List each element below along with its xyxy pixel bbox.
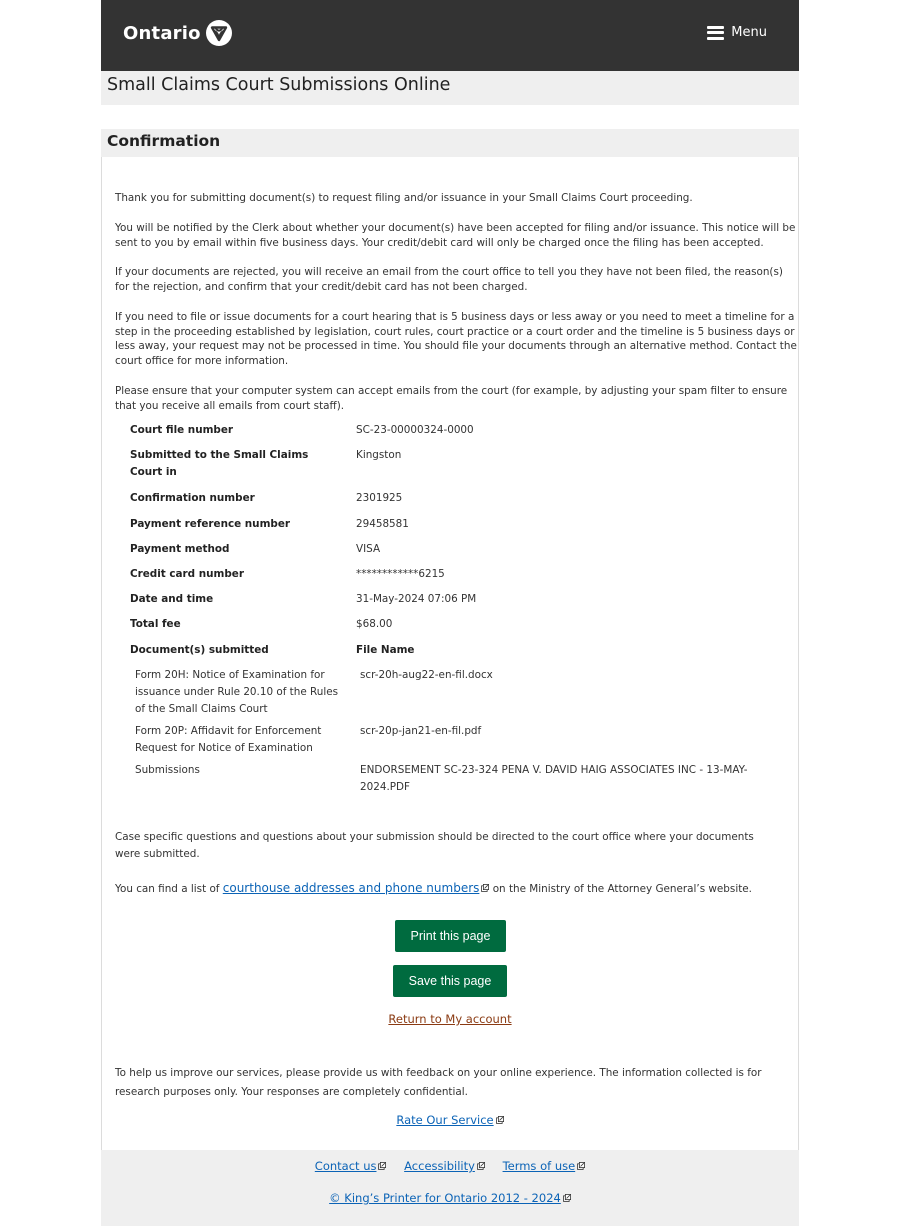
date-and-time: 31-May-2024 07:06 PM (356, 593, 477, 605)
external-link-icon (378, 1162, 386, 1170)
court-location: Kingston (356, 449, 402, 461)
copyright-label: © King’s Printer for Ontario 2012 - 2024 (329, 1191, 561, 1205)
file-name-column-header: File Name (356, 644, 415, 656)
courthouse-addresses-link[interactable]: courthouse addresses and phone numbers (222, 881, 480, 895)
footer-copyright-row (101, 1191, 799, 1205)
court-file-number: SC-23-00000324-0000 (356, 424, 474, 436)
terms-of-use-link[interactable] (503, 1159, 586, 1173)
detail-label: Credit card number (130, 568, 244, 580)
confirmation-title: Confirmation (107, 132, 221, 150)
external-link-icon (577, 1162, 585, 1170)
brand-name: Ontario (123, 22, 201, 44)
ontario-logo[interactable] (123, 20, 232, 46)
document-name: Submissions (135, 764, 200, 776)
ontario-trillium-logo-icon (206, 20, 232, 46)
payment-method: VISA (356, 543, 381, 555)
courthouse-suffix: on the Ministry of the Attorney General’s website. (489, 883, 752, 895)
document-file-name: scr-20h-aug22-en-fil.docx (360, 669, 493, 681)
detail-label: Payment method (130, 543, 230, 555)
document-name: Form 20H: Notice of Examination for issuance under Rule 20.10 of the Rules of the Small Claims Court (135, 669, 339, 715)
questions-paragraph: Case specific questions and questions about your submission should be directed to the court office where your documents were submitted. (115, 831, 754, 860)
rejection-paragraph: If your documents are rejected, you will receive an email from the court office to tell you they have not been filed, the reason(s) for the rejection, and confirm that your credit/debit card has not been charged. (115, 266, 783, 293)
external-link-icon (563, 1194, 571, 1202)
intro-paragraph: Thank you for submitting document(s) to request filing and/or issuance in your Small Claims Court proceeding. (115, 192, 693, 204)
document-file-name: ENDORSEMENT SC-23-324 PENA V. DAVID HAIG ASSOCIATES INC - 13-MAY-2024.PDF (360, 764, 748, 793)
detail-label: Payment reference number (130, 518, 291, 530)
detail-label: Date and time (130, 593, 214, 605)
detail-label: Confirmation number (130, 492, 255, 504)
hamburger-menu-icon (707, 26, 724, 40)
footer-links (101, 1159, 799, 1173)
menu-label: Menu (731, 25, 767, 40)
courthouse-prefix: You can find a list of (115, 883, 223, 895)
confirmation-panel (101, 157, 799, 1150)
terms-of-use-label: Terms of use (502, 1159, 576, 1173)
return-to-account-link[interactable]: Return to My account (388, 1012, 512, 1026)
document-file-name: scr-20p-jan21-en-fil.pdf (360, 725, 482, 737)
page (101, 0, 799, 1226)
feedback-paragraph: To help us improve our services, please provide us with feedback on your online experience. The information collected is for research purposes only. Your responses are completely confidential. (115, 1067, 762, 1098)
documents-submitted-label: Document(s) submitted (130, 644, 269, 656)
confirmation-panel-header (101, 129, 799, 157)
copyright-link[interactable] (329, 1191, 571, 1205)
site-header (101, 0, 799, 71)
app-title: Small Claims Court Submissions Online (107, 75, 451, 95)
site-footer (101, 1150, 799, 1226)
document-name: Form 20P: Affidavit for Enforcement Request for Notice of Examination (135, 725, 322, 754)
accessibility-label: Accessibility (404, 1159, 475, 1173)
external-link-icon (477, 1162, 485, 1170)
contact-us-link[interactable] (315, 1159, 387, 1173)
credit-card-number: ************6215 (356, 568, 445, 580)
contact-us-label: Contact us (314, 1159, 377, 1173)
save-page-button[interactable]: Save this page (393, 965, 507, 997)
courthouse-paragraph (115, 880, 797, 898)
print-page-button[interactable]: Print this page (395, 920, 506, 952)
detail-label: Court file number (130, 424, 234, 436)
confirmation-number: 2301925 (356, 492, 403, 504)
total-fee: $68.00 (356, 618, 393, 630)
detail-label: Submitted to the Small Claims Court in (130, 449, 309, 478)
timeline-paragraph: If you need to file or issue documents for a court hearing that is 5 business days or less away or you need to meet a timeline for a step in the proceeding established by legislation, court rules, court practice or a court order and the timeline is 5 business days or less away, your request may not be processed in time. You should file your documents through an alternative method. Contact the court office for more information. (115, 311, 797, 367)
payment-reference-number: 29458581 (356, 518, 409, 530)
menu-button[interactable] (707, 25, 767, 40)
rate-our-service-link[interactable]: Rate Our Service (396, 1113, 494, 1127)
external-link-icon (496, 1116, 504, 1124)
app-title-bar (101, 71, 799, 105)
detail-label: Total fee (130, 618, 181, 630)
email-paragraph: Please ensure that your computer system can accept emails from the court (for example, by adjusting your spam filter to ensure that you receive all emails from court staff). (115, 385, 788, 412)
accessibility-link[interactable] (404, 1159, 485, 1173)
rate-service-row (102, 1113, 798, 1127)
notification-paragraph: You will be notified by the Clerk about whether your document(s) have been accepted for filing and/or issuance. This notice will be sent to you by email within five business days. Your credit/debit card will only be charged once the filing has been accepted. (115, 222, 796, 249)
